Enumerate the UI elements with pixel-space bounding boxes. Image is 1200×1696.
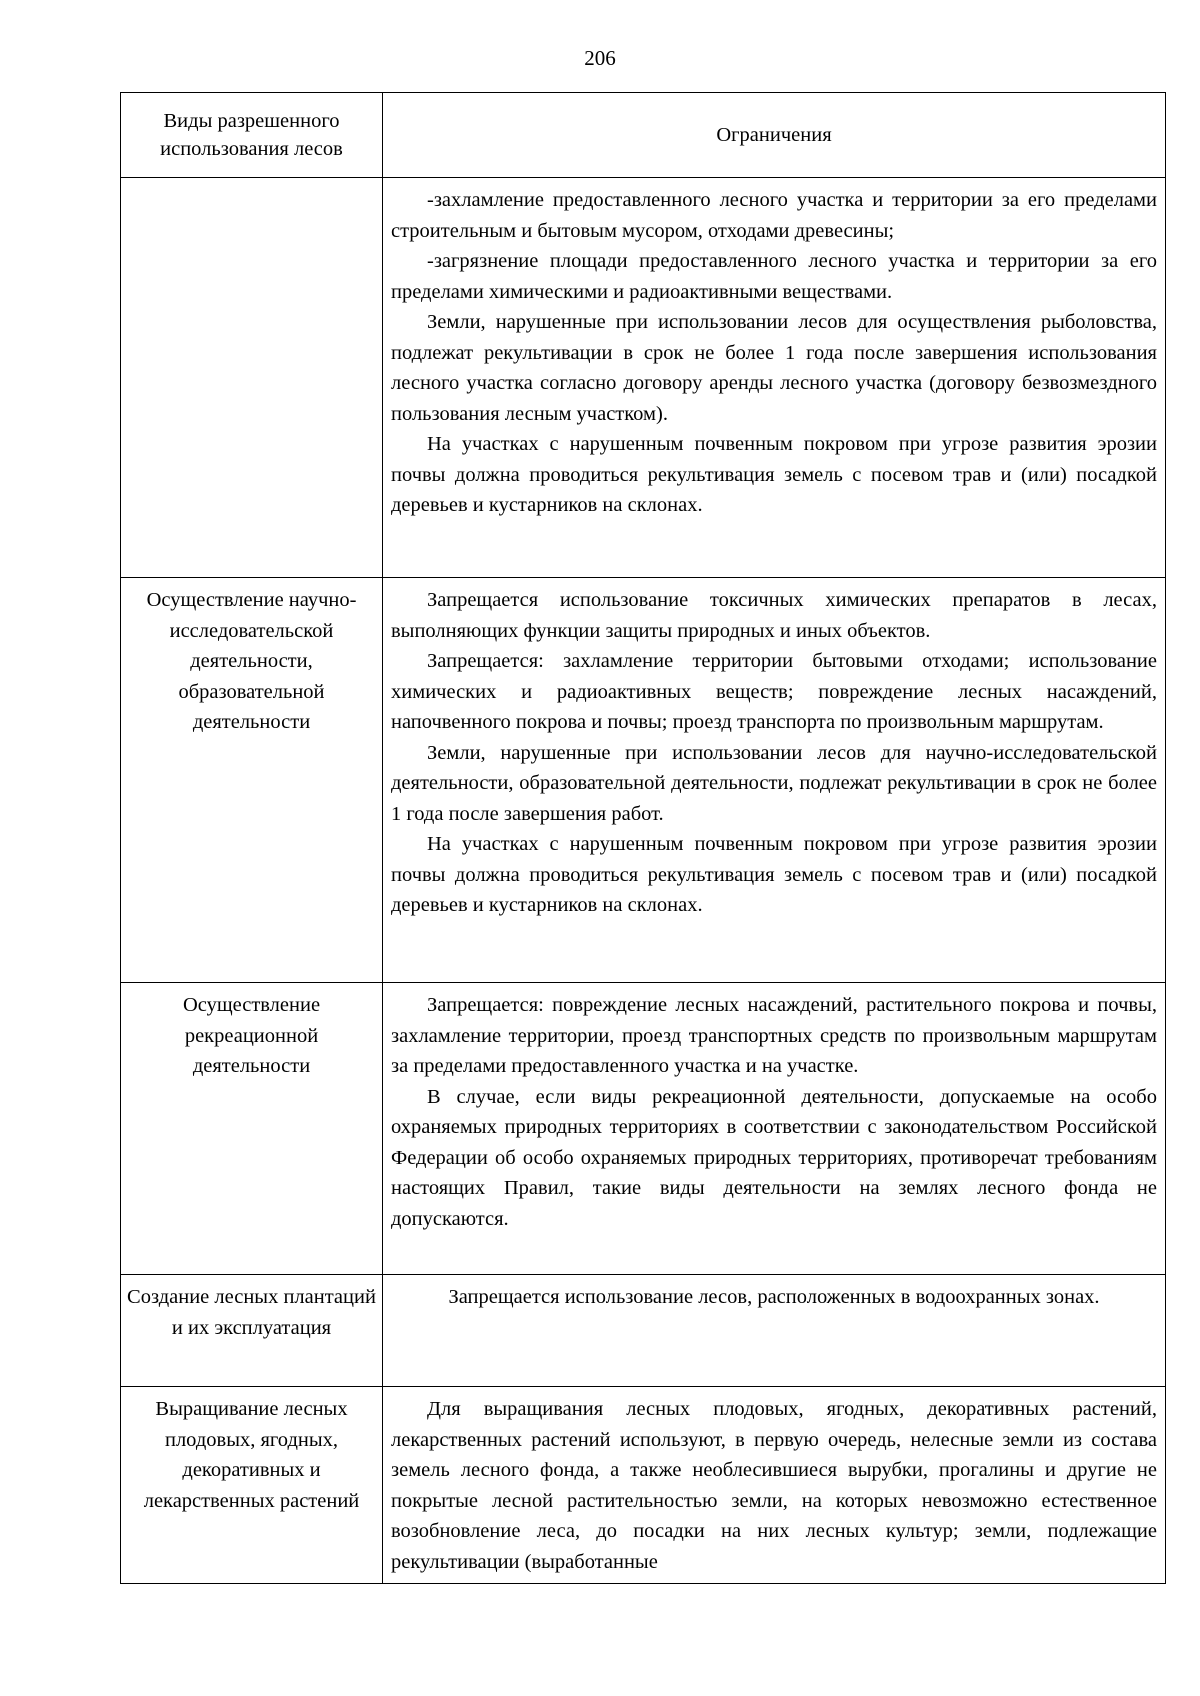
- restrictions-cell: [383, 983, 1166, 1275]
- restrictions-cell: [383, 1387, 1166, 1584]
- table-row: [121, 983, 1166, 1275]
- header-cell-forest-use-types: Виды разрешенного использования лесов: [121, 93, 383, 178]
- restriction-paragraph: В случае, если виды рекреационной деятельности, допускаемые на особо охраняемых природных территориях в соответствии с законодательством Российской Федерации об особо охраняемых природных территориях, противоречат требованиям настоящих Правил, такие виды деятельности на землях лесного фонда не допускаются.: [391, 1085, 1157, 1230]
- restriction-paragraph: Для выращивания лесных плодовых, ягодных, декоративных растений, лекарственных растений используют, в первую очередь, нелесные земли из состава земель лесного фонда, а также необлесившиеся вырубки, прогалины и другие не покрытые лесной растительностью земли, на которых невозможно естественное возобновление леса, до посадки на них лесных культур; земли, подлежащие рекультивации (выработанные: [391, 1398, 1157, 1573]
- table-row: [121, 178, 1166, 578]
- table-row: [121, 1275, 1166, 1387]
- table-row: [121, 578, 1166, 983]
- use-type-cell: Создание лесных плантаций и их эксплуатация: [121, 1275, 383, 1387]
- use-type-cell: Выращивание лесных плодовых, ягодных, декоративных и лекарственных растений: [121, 1387, 383, 1584]
- table-row: [121, 1387, 1166, 1584]
- restriction-paragraph: Запрещается: повреждение лесных насаждений, растительного покрова и почвы, захламление территории, проезд транспортных средств по произвольным маршрутам за пределами предоставленного участка и на участке.: [391, 994, 1157, 1077]
- restriction-paragraph: Земли, нарушенные при использовании лесов для осуществления рыболовства, подлежат рекультивации в срок не более 1 года после завершения использования лесного участка согласно договору аренды лесного участка (договору безвозмездного пользования лесным участком).: [391, 311, 1157, 425]
- restriction-paragraph: -захламление предоставленного лесного участка и территории за его пределами строительным и бытовым мусором, отходами древесины;: [391, 189, 1157, 242]
- restrictions-cell: [383, 178, 1166, 578]
- use-type-cell: Осуществление научно-исследовательской деятельности, образовательной деятельности: [121, 578, 383, 983]
- header-cell-restrictions: Ограничения: [383, 93, 1166, 178]
- page-number: 206: [584, 46, 616, 70]
- use-type-cell: [121, 178, 383, 578]
- restriction-paragraph: Запрещается использование токсичных химических препаратов в лесах, выполняющих функции защиты природных и иных объектов.: [391, 589, 1157, 642]
- restriction-paragraph: Запрещается: захламление территории бытовыми отходами; использование химических и радиоактивных веществ; повреждение лесных насаждений, напочвенного покрова и почвы; проезд транспорта по произвольным маршрутам.: [391, 650, 1157, 733]
- restriction-paragraph: -загрязнение площади предоставленного лесного участка и территории за его пределами химическими и радиоактивными веществами.: [391, 250, 1157, 303]
- restriction-paragraph: Земли, нарушенные при использовании лесов для научно-исследовательской деятельности, образовательной деятельности, подлежат рекультивации в срок не более 1 года после завершения работ.: [391, 741, 1157, 825]
- restrictions-cell: [383, 1275, 1166, 1387]
- restrictions-cell: [383, 578, 1166, 983]
- restrictions-table: [120, 92, 1166, 1584]
- use-type-cell: Осуществление рекреационной деятельности: [121, 983, 383, 1275]
- table-header-row: [121, 93, 1166, 178]
- restriction-paragraph: На участках с нарушенным почвенным покровом при угрозе развития эрозии почвы должна проводиться рекультивация земель с посевом трав и (или) посадкой деревьев и кустарников на склонах.: [391, 433, 1157, 516]
- restriction-paragraph: Запрещается использование лесов, расположенных в водоохранных зонах.: [448, 1286, 1100, 1308]
- restriction-paragraph: На участках с нарушенным почвенным покровом при угрозе развития эрозии почвы должна проводиться рекультивация земель с посевом трав и (или) посадкой деревьев и кустарников на склонах.: [391, 833, 1157, 916]
